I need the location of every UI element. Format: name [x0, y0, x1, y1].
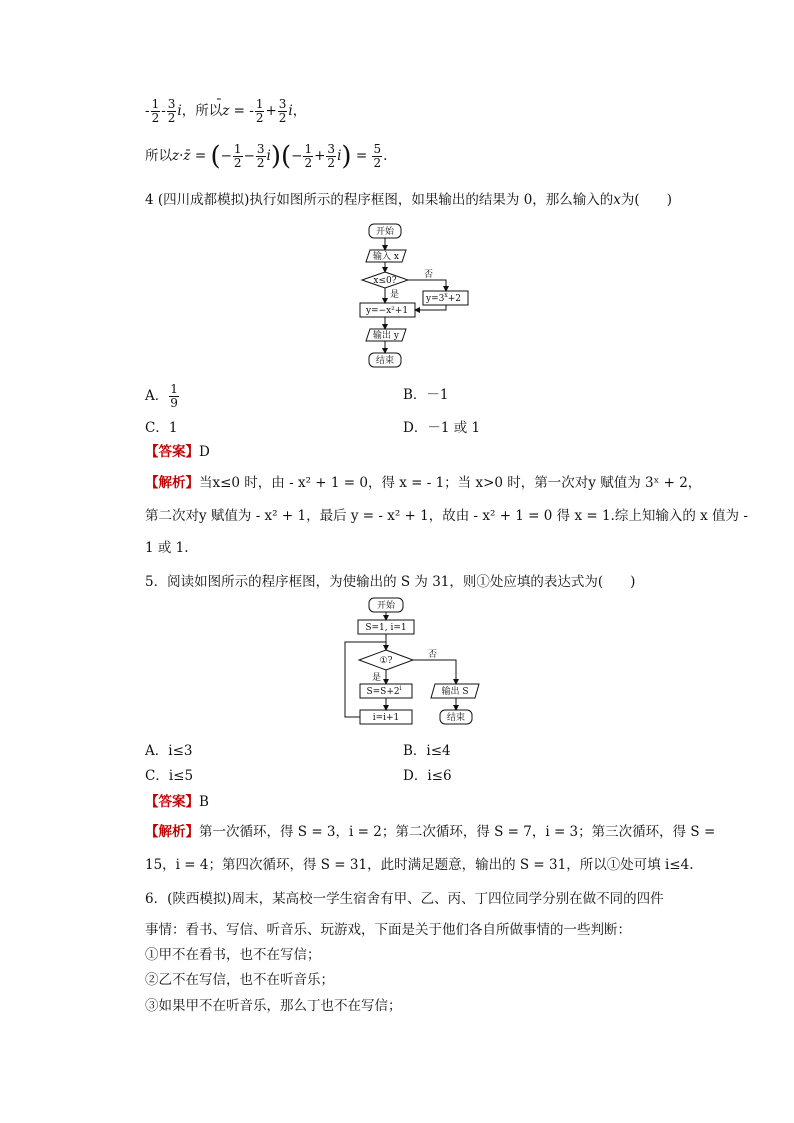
- q6-stem-2: 事情：看书、写信、听音乐、玩游戏，下面是关于他们各自所做事情的一些判断：: [145, 922, 631, 938]
- q5-flow-yes: 是: [372, 673, 382, 683]
- q4-flow-end: 结束: [375, 356, 395, 366]
- q5-option-d: D．i≤6: [403, 768, 452, 784]
- q4-flow-start: 开始: [375, 227, 395, 237]
- q6-item-1: ①甲不在看书，也不在写信；: [145, 947, 321, 963]
- q5-option-b: B．i≤4: [403, 743, 451, 759]
- q4-option-d: D．－1 或 1: [403, 420, 481, 436]
- q4-analysis-2: 第二次对y 赋值为 - x² + 1，最后 y = - x² + 1，故由 - x² + 1 = 0 得 x = 1.综上知输入的 x 值为 -: [145, 508, 748, 524]
- q4-stem: 4 (四川成都模拟)执行如图所示的程序框图，如果输出的结果为 0，那么输入的x为( ): [145, 192, 672, 208]
- q4-flow-output: 输出 y: [373, 331, 399, 341]
- q5-flow-cond: ①?: [379, 656, 393, 666]
- q4-flow-cond: x≤0?: [373, 276, 397, 286]
- q5-flow-assign: $S=S+2^i$: [366, 685, 402, 697]
- intro-line-1: - $\frac{1}{2}$ - $\frac{3}{2}$ i，所以z = - $\frac{1}{2}$ + $\frac{3}{2}$ i，: [145, 97, 307, 125]
- q4-answer: 【答案】D: [145, 444, 210, 460]
- q6-item-3: ③如果甲不在听音乐，那么丁也不在写信；: [145, 998, 402, 1014]
- q4-option-b: B．－1: [403, 387, 449, 403]
- q4-flow-yes: 是: [390, 290, 400, 300]
- q6-item-2: ②乙不在写信，也不在听音乐；: [145, 972, 334, 988]
- q5-analysis-2: 15，i = 4；第四次循环，得 S = 31，此时满足题意，输出的 S = 31，所以①处可填 i≤4.: [145, 857, 694, 873]
- q4-flowchart: [350, 220, 480, 370]
- q5-answer: 【答案】B: [145, 794, 209, 810]
- q4-flow-no: 否: [424, 270, 434, 280]
- intro-line-2: 所以z·z̄ = (− $\frac{1}{2}$ − $\frac{3}{2}$ i)(− $\frac{1}{2}$ + $\frac{3}{2}$ i) = $\frac{5}{2}$ .: [145, 141, 388, 172]
- q4-option-c: C．1: [145, 420, 178, 436]
- q4-flow-branch-yes: y=−x²+1: [365, 306, 409, 316]
- q5-option-c: C．i≤5: [145, 768, 194, 784]
- q5-flow-inc: i=i+1: [372, 713, 400, 723]
- q5-flow-no: 否: [428, 650, 438, 660]
- q4-analysis-1: 【解析】当x≤0 时，由 - x² + 1 = 0，得 x = - 1；当 x>0 时，第一次对y 赋值为 3ˣ + 2，: [145, 475, 702, 491]
- q5-flow-end: 结束: [446, 713, 466, 723]
- q5-flow-start: 开始: [376, 601, 396, 611]
- q4-flow-branch-no: $y=3^x+2$: [426, 292, 462, 304]
- q5-flow-init: S=1, i=1: [365, 623, 407, 633]
- q5-analysis-1: 【解析】第一次循环，得 S = 3，i = 2；第二次循环，得 S = 7，i = 3；第三次循环，得 S =: [145, 824, 716, 840]
- q5-flowchart: [340, 595, 490, 735]
- q4-flow-input: 输入 x: [373, 252, 399, 262]
- q5-flow-output: 输出 S: [441, 687, 469, 697]
- q5-stem: 5．阅读如图所示的程序框图，为使输出的 S 为 31，则①处应填的表达式为( ): [145, 574, 636, 590]
- q5-option-a: A．i≤3: [145, 743, 193, 759]
- q4-analysis-3: 1 或 1.: [145, 540, 189, 556]
- q4-option-a: A． $\frac{1}{9}$: [145, 382, 178, 410]
- q6-stem-1: 6．(陕西模拟)周末，某高校一学生宿舍有甲、乙、丙、丁四位同学分别在做不同的四件: [145, 891, 664, 907]
